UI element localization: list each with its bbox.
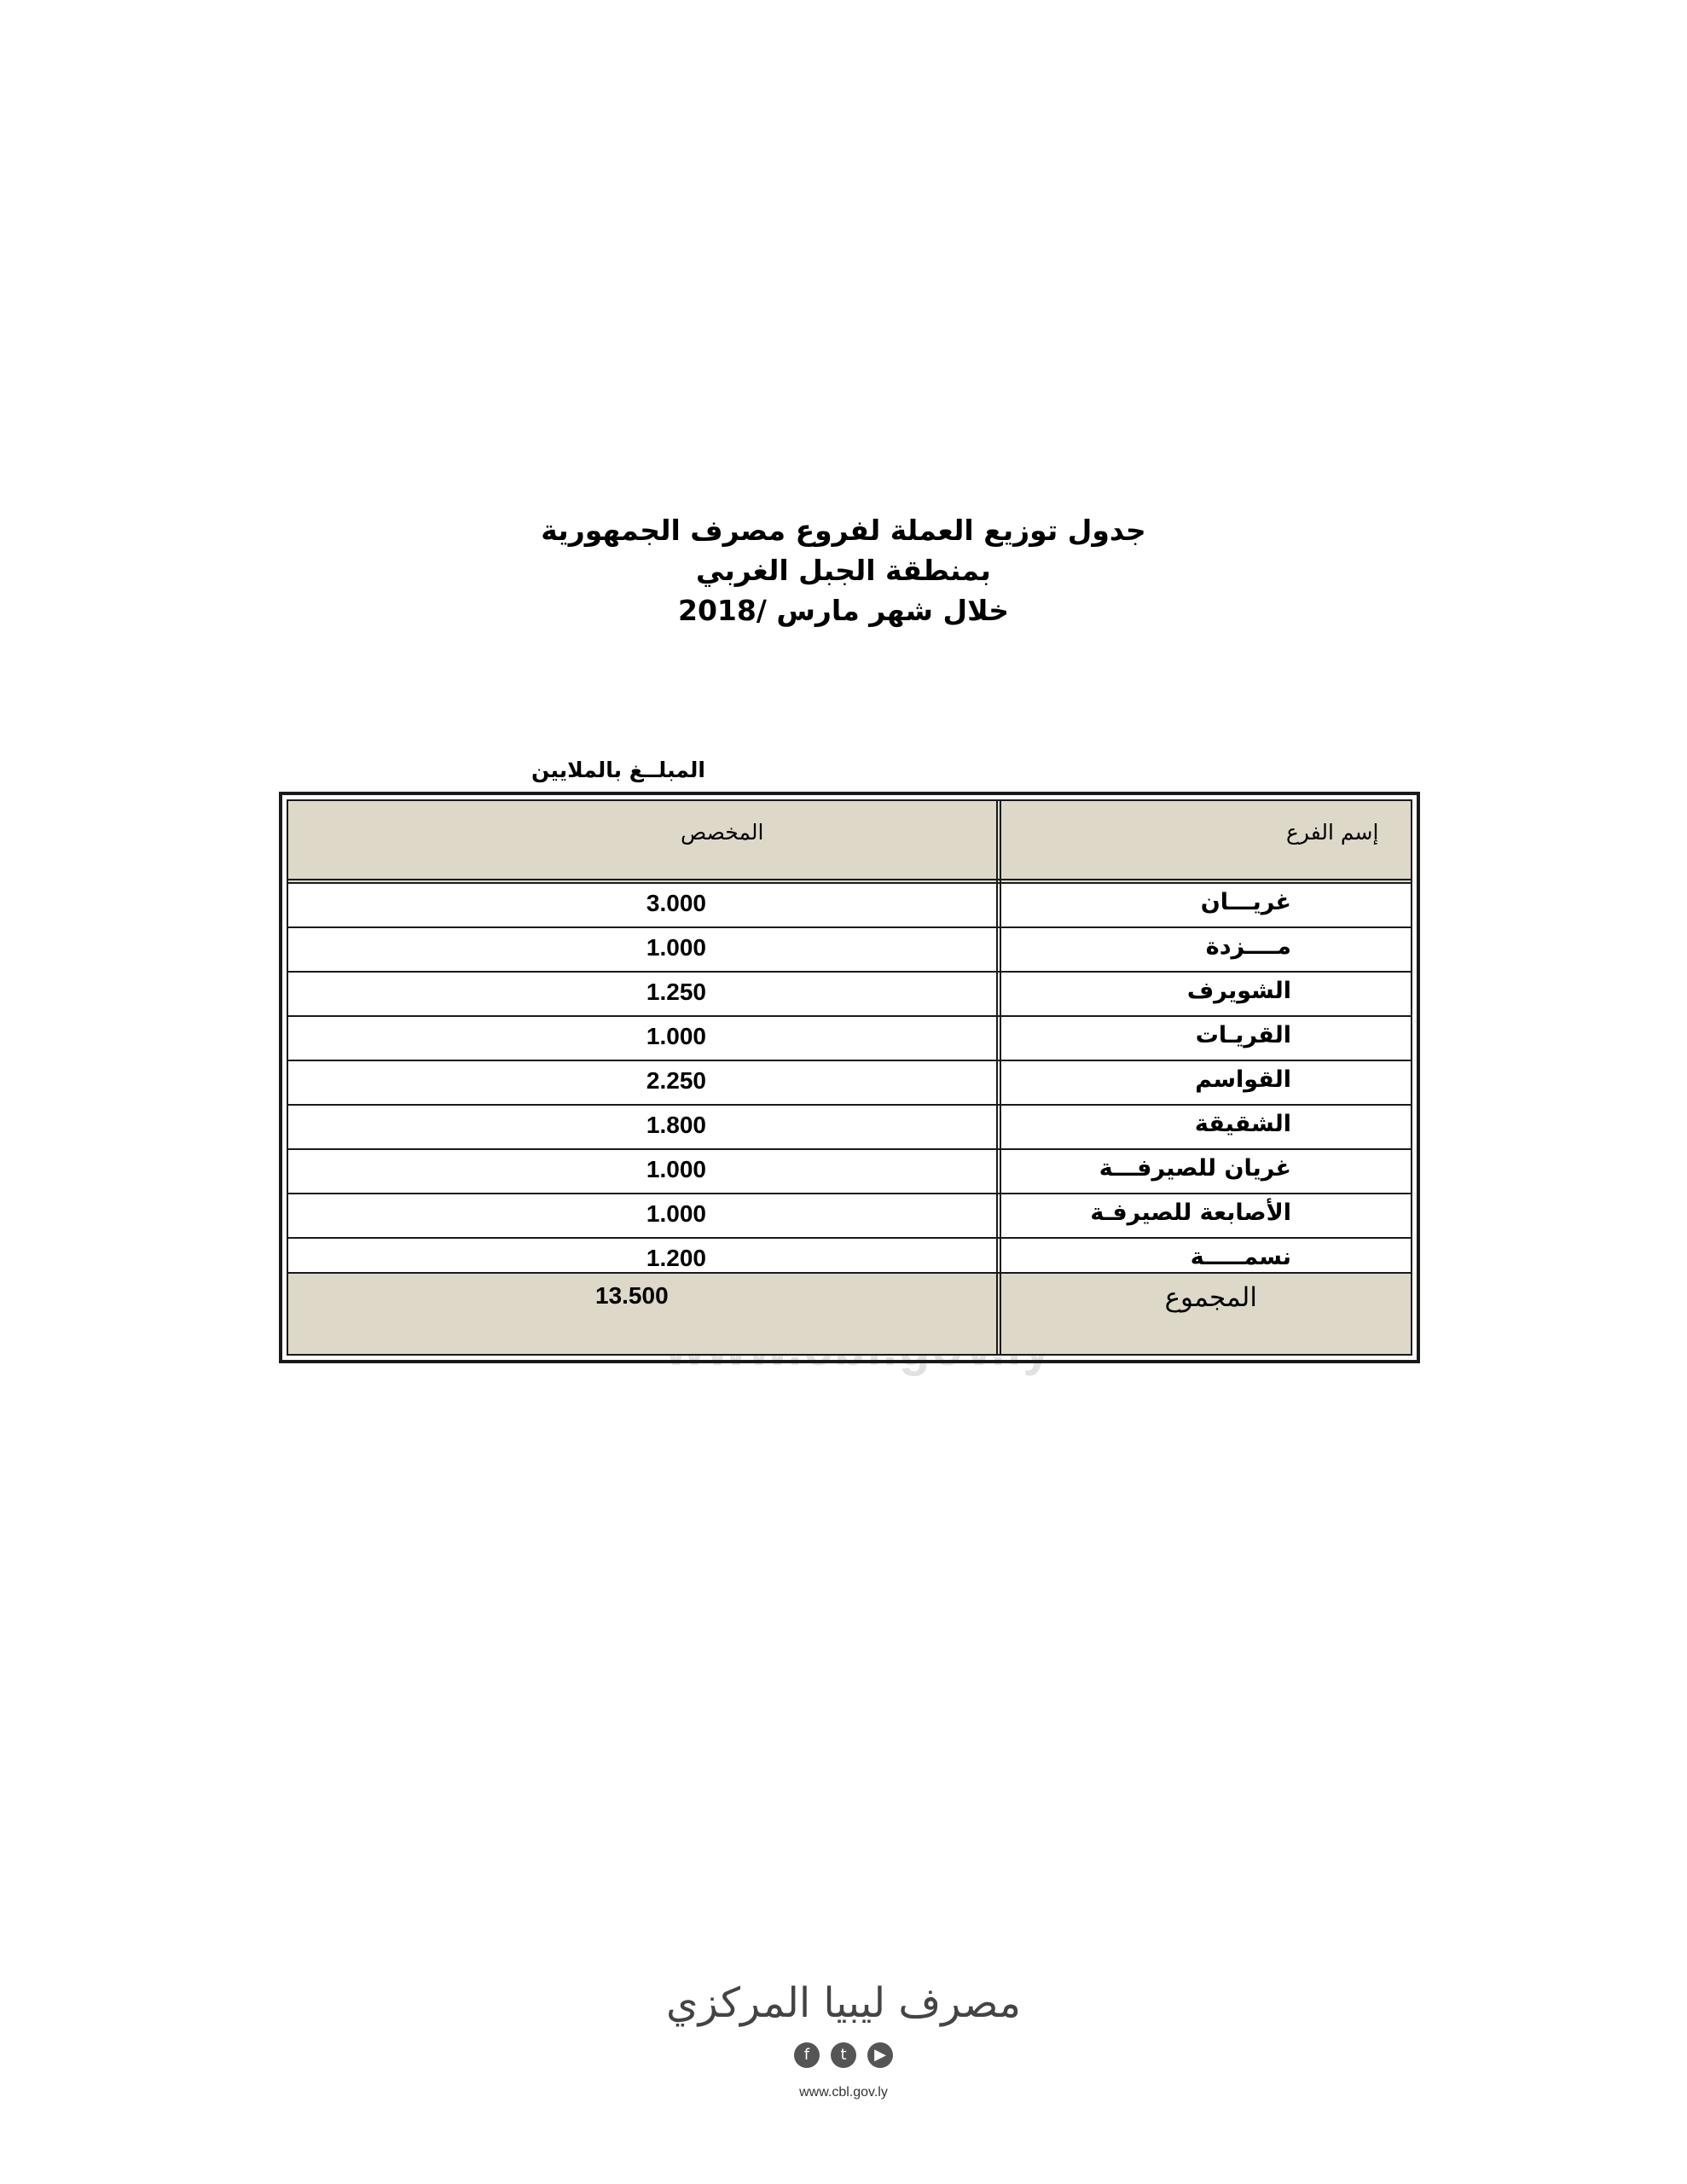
table-row [288,884,1411,928]
youtube-icon[interactable]: ▶ [867,2042,893,2068]
branch-name: الأصابعة للصيرفـة [1090,1199,1291,1226]
document-title [0,510,1687,630]
facebook-icon[interactable]: f [794,2042,820,2068]
table-row [288,1194,1411,1239]
branch-name: غريان للصيرفـــة [1099,1155,1291,1182]
table-row [288,928,1411,973]
twitter-icon[interactable]: t [831,2042,856,2068]
total-amount: 13.500 [595,1282,669,1309]
branch-amount: 1.000 [646,1023,706,1049]
footer-logo [0,1979,1687,2100]
table-row [288,1106,1411,1150]
table-header-row [288,801,1411,884]
distribution-table [279,792,1420,1363]
table-total-row [288,1272,1411,1354]
title-line-3: خلال شهر مارس /2018 [678,594,1009,627]
branch-name: نسمـــــة [1190,1244,1291,1270]
footer-url[interactable]: www.cbl.gov.ly [799,2085,888,2100]
branch-amount: 2.250 [646,1067,706,1094]
branch-name: القريـات [1195,1022,1291,1048]
branch-amount: 1.000 [646,1156,706,1182]
header-allocation: المخصص [681,820,764,845]
branch-name: الشقيقة [1194,1111,1291,1137]
branch-amount: 1.200 [646,1245,706,1271]
table-row [288,973,1411,1017]
branch-amount: 3.000 [646,890,706,916]
branch-name: مــــزدة [1205,933,1291,960]
unit-label: المبلــغ بالملايين [531,758,705,782]
title-line-1: جدول توزيع العملة لفروع مصرف الجمهورية [541,514,1146,547]
table-row [288,1017,1411,1061]
title-line-2: بمنطقة الجبل الغربي [696,554,991,587]
social-icons [0,2042,1687,2068]
branch-amount: 1.000 [646,1200,706,1227]
header-branch-name: إسم الفرع [1286,820,1379,845]
table-row [288,1061,1411,1106]
branch-name: الشويرف [1186,978,1291,1004]
branch-name: غريـــان [1200,889,1291,915]
branch-amount: 1.000 [646,934,706,961]
total-label: المجموع [1164,1282,1257,1313]
branch-name: القواسم [1195,1066,1291,1093]
branch-amount: 1.800 [646,1112,706,1138]
table-row [288,1150,1411,1194]
bank-logo: مصرف ليبيا المركزي [666,1979,1021,2027]
branch-amount: 1.250 [646,979,706,1005]
table-body [288,884,1411,1283]
column-divider [996,801,1001,1354]
